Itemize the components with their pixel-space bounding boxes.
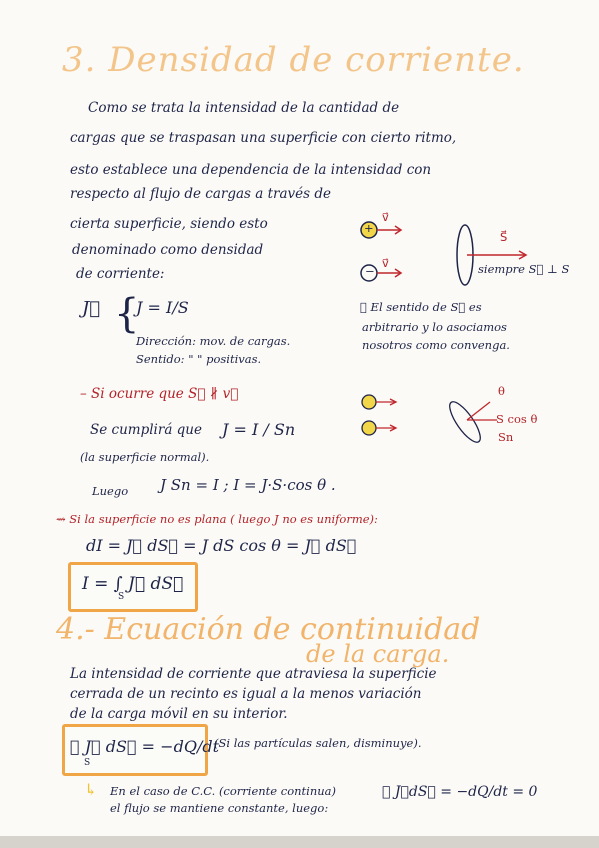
sn-label: Sn (498, 430, 514, 444)
se-cumplira: Se cumplirá que (90, 422, 202, 438)
cc-line1: En el caso de C.C. (corriente continua) (110, 784, 336, 798)
cc-formula: ∮ J⃗dS⃗ = −dQ/dt = 0 (382, 784, 538, 800)
para4-line1: La intensidad de corriente que atraviesa la superficie (70, 666, 437, 682)
theta-label: θ (498, 384, 505, 398)
page-bottom-edge (0, 836, 599, 848)
oblique-diagram (355, 390, 585, 455)
note-line3: nosotros como convenga. (362, 338, 510, 352)
para3-line2: cargas que se traspasan una superficie con cierto ritmo, (70, 130, 457, 146)
s-cos-label: S cos θ (496, 412, 538, 426)
boxed-formula-4-text: ∮ J⃗ dS⃗ = −dQ/dt (70, 737, 219, 756)
luego-label: Luego (92, 484, 129, 498)
j-sn-formula: J = I / Sn (222, 420, 296, 439)
di-formula: dI = J⃗ dS⃗ = J dS cos θ = J⃗ dS⃗ (86, 536, 357, 555)
non-plane-line: ⇝ Si la superficie no es plana ( luego J no es uniforme): (56, 512, 378, 526)
note-line1: ✱ El sentido de S⃗ es (360, 300, 482, 314)
v-label-plus: v⃗ (382, 210, 389, 224)
para3-line4: respecto al flujo de cargas a través de (70, 186, 331, 202)
para3-line6: denominado como densidad (72, 242, 264, 258)
para4-line2: cerrada de un recinto es igual a la menos variación (70, 686, 422, 702)
normal-note: (la superficie normal). (80, 450, 210, 464)
section4-subtitle: de la carga. (306, 640, 450, 668)
j-vector-symbol: J⃗ (82, 298, 101, 319)
note-line2: arbitrario y lo asociamos (362, 320, 507, 334)
boxed-note-4: (Si las partículas salen, disminuye). (214, 736, 422, 750)
brace: { (114, 291, 140, 337)
para3-line3: esto establece una dependencia de la intensidad con (70, 162, 432, 178)
section4-title: 4.- Ecuación de continuidad (56, 612, 481, 647)
siempre-label: siempre S⃗ ⊥ S (478, 262, 570, 276)
if-case-line: – Si ocurre que S⃗ ∦ v⃗ (80, 386, 239, 402)
arrow-curve-icon: ↳ (84, 780, 98, 799)
charges-surface-diagram (355, 205, 585, 305)
minus-charge-label: − (365, 264, 375, 278)
luego-formula: J Sn = I ; I = J·S·cos θ . (160, 476, 336, 494)
para3-line5: cierta superficie, siendo esto (70, 216, 268, 232)
v-label-minus: v⃗ (382, 256, 389, 270)
direction-line: Dirección: mov. de cargas. (136, 334, 291, 348)
para4-line3: de la carga móvil en su interior. (70, 706, 288, 722)
cc-line2: el flujo se mantiene constante, luego: (110, 801, 329, 815)
sense-line: Sentido: " " positivas. (136, 352, 262, 366)
section3-title: 3. Densidad de corriente. (62, 40, 525, 80)
para3-line7: de corriente: (76, 266, 165, 282)
plus-charge-label: + (364, 221, 374, 235)
boxed-formula-3-sub: S (118, 592, 125, 602)
para3-line1: Como se trata la intensidad de la cantidad de (88, 100, 400, 116)
boxed-formula-3-text: I = ∫ J⃗ dS⃗ (82, 574, 184, 594)
j-formula: J = I/S (136, 298, 189, 317)
boxed-formula-4-sub: S (84, 758, 91, 768)
s-vector-label: S⃗ (500, 230, 508, 244)
